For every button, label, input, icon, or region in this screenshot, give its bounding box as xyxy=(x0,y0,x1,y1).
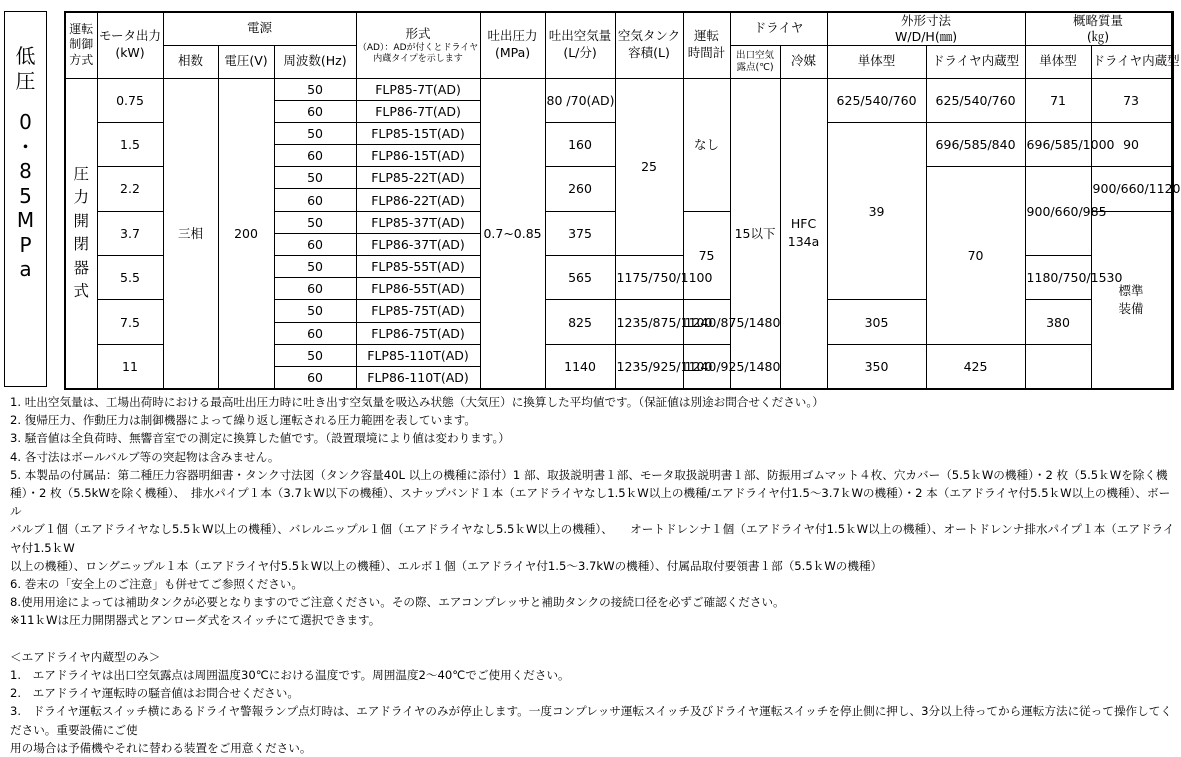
control-method-char: 力 xyxy=(73,188,89,207)
timer-cell: なし xyxy=(683,78,730,211)
model-cell: FLP85-110T(AD) xyxy=(356,344,480,366)
header-frequency: 周波数(Hz) xyxy=(274,45,356,78)
note-line: ＜エアドライヤ内蔵型のみ＞ xyxy=(10,649,161,664)
dim-dryer-cell: 1240/925/1480 xyxy=(683,344,730,388)
model-cell: FLP86-75T(AD) xyxy=(356,322,480,344)
note-line: 2. 復帰圧力、作動圧力は制御機器によって繰り返し運転される圧力範囲を表しています。 xyxy=(10,413,476,428)
model-cell: FLP85-37T(AD) xyxy=(356,211,480,233)
note-line: 用の場合は予備機やそれに替わる装置をご用意ください。 xyxy=(10,740,312,755)
wt-single-cell: 71 xyxy=(1025,78,1091,122)
wt-dryer-cell: 380 xyxy=(1025,300,1091,344)
voltage-cell: 200 xyxy=(218,78,274,389)
control-method-char: 開 xyxy=(73,211,89,230)
note-line: 5. 本製品の付属品：第二種圧力容器明細書・タンク寸法図（タンク容量40L 以上の機種に添付）1 部、取扱説明書１部、モータ取扱説明書１部、防振用ゴムマット４枚、穴カバー（5.5ｋWの機種）・2 枚（5.5ｋWを除く機 xyxy=(10,467,1168,482)
control-method-char: 閉 xyxy=(73,235,89,254)
tank-cell: 39 xyxy=(827,122,926,300)
note-line: 2. エアドライヤ運転時の騒音値はお問合せください。 xyxy=(10,686,299,701)
wt-dryer-cell xyxy=(1172,211,1173,255)
wt-single-cell: 305 xyxy=(827,300,926,344)
frequency-cell: 50 xyxy=(274,256,356,278)
frequency-cell: 60 xyxy=(274,322,356,344)
wt-dryer-cell xyxy=(1172,256,1173,300)
wt-single-cell: 350 xyxy=(827,344,926,388)
header-model-title: 形式 xyxy=(405,26,431,42)
header-phase: 相数 xyxy=(163,45,218,78)
dim-single-cell: 900/660/985 xyxy=(1025,167,1091,256)
wt-dryer-cell: 425 xyxy=(926,344,1025,388)
air-volume-cell: 80 /70(AD) xyxy=(545,78,615,122)
air-volume-cell: 260 xyxy=(545,167,615,211)
timer-cell: 標準 装備 xyxy=(1091,211,1171,389)
note-line: 8.使用用途によっては補助タンクが必要となりますのでご注意ください。その際、エアコンプレッサと補助タンクの接続口径を必ずご確認ください。 xyxy=(10,595,785,610)
header-model-note: （AD）：ADが付くとドライヤ 内蔵タイプを示します xyxy=(357,42,479,64)
header-motor-output: モータ出力 (kW) xyxy=(97,12,163,78)
tank-cell: 75 xyxy=(683,211,730,300)
header-control-method: 運転 制御 方式 xyxy=(65,12,97,78)
header-dim-dryer: ドライヤ内蔵型 xyxy=(926,45,1025,78)
tank-cell: 70 xyxy=(926,167,1025,345)
dim-dryer-cell: 696/585/1000 xyxy=(1025,122,1091,166)
phase-cell: 三相 xyxy=(163,78,218,389)
note-line: 1. 吐出空気量は、工場出荷時における最高吐出圧力時に吐き出す空気量を吸込み状態（大気圧）に換算した平均値です。（保証値は別途お問合せください。） xyxy=(10,395,824,409)
control-method-cell xyxy=(65,78,97,389)
model-cell: FLP86-110T(AD) xyxy=(356,366,480,388)
dim-dryer-cell: 1240/875/1480 xyxy=(683,300,730,344)
table-row xyxy=(65,78,1173,100)
model-cell: FLP86-7T(AD) xyxy=(356,100,480,122)
model-cell: FLP86-55T(AD) xyxy=(356,278,480,300)
header-model xyxy=(356,12,480,78)
frequency-cell: 60 xyxy=(274,278,356,300)
note-line: 6. 巻末の「安全上のご注意」も併せてご参照ください。 xyxy=(10,577,303,592)
frequency-cell: 50 xyxy=(274,211,356,233)
header-dryer: ドライヤ xyxy=(730,12,827,45)
note-line: ※11ｋWは圧力開閉器式とアンローダ式をスイッチにて選択できます。 xyxy=(10,613,381,628)
air-volume-cell: 375 xyxy=(545,211,615,255)
model-cell: FLP85-55T(AD) xyxy=(356,256,480,278)
frequency-cell: 60 xyxy=(274,366,356,388)
model-cell: FLP86-15T(AD) xyxy=(356,145,480,167)
frequency-cell: 60 xyxy=(274,233,356,255)
side-label-char: a xyxy=(19,257,32,281)
pressure-cell: 0.7~0.85 xyxy=(480,78,545,389)
notes-section xyxy=(10,393,1175,757)
header-pressure: 吐出圧力 (MPa) xyxy=(480,12,545,78)
header-tank: 空気タンク 容積(L) xyxy=(615,12,683,78)
header-dewpoint: 出口空気 露点(℃) xyxy=(730,45,780,78)
header-timer: 運転 時間計 xyxy=(683,12,730,78)
motor-output-cell: 3.7 xyxy=(97,211,163,255)
pressure-class-label xyxy=(4,11,47,387)
note-line: 以上の機種）、ロングニップル１本（エアドライヤ付5.5ｋW以上の機種）、エルボ１個（エアドライヤ付1.5～3.7kWの機種）、付属品取付要領書１部（5.5ｋWの機種） xyxy=(10,558,883,573)
side-label-char: 5 xyxy=(19,183,32,208)
frequency-cell: 50 xyxy=(274,122,356,144)
note-line: バルブ１個（エアドライヤなし5.5ｋW以上の機種）、バレルニップル１個（エアドライヤなし5.5ｋW以上の機種）、 オートドレンナ１個（エアドライヤ付1.5ｋW以上の機種）、オートドレンナ排水パイプ１本（エアドライヤ付1.5ｋW xyxy=(10,522,1175,555)
frequency-cell: 60 xyxy=(274,145,356,167)
frequency-cell: 60 xyxy=(274,100,356,122)
air-volume-cell: 565 xyxy=(545,256,615,300)
air-volume-cell: 1140 xyxy=(545,344,615,388)
header-air-volume: 吐出空気量 (L/分) xyxy=(545,12,615,78)
wt-single-cell: 90 xyxy=(1091,122,1171,166)
motor-output-cell: 1.5 xyxy=(97,122,163,166)
dewpoint-cell: 15以下 xyxy=(730,78,780,389)
dim-single-cell: 1235/875/1100 xyxy=(615,300,683,344)
control-method-char: 式 xyxy=(73,282,89,301)
model-cell: FLP85-22T(AD) xyxy=(356,167,480,189)
header-weight: 概略質量 (㎏) xyxy=(1025,12,1171,45)
header-dimensions: 外形寸法 W/D/H(㎜) xyxy=(827,12,1025,45)
air-volume-cell: 160 xyxy=(545,122,615,166)
frequency-cell: 50 xyxy=(274,344,356,366)
motor-output-cell: 0.75 xyxy=(97,78,163,122)
note-line xyxy=(10,630,1175,648)
tank-cell: 25 xyxy=(615,78,683,256)
wt-dryer-cell: 73 xyxy=(1091,78,1171,122)
dim-single-cell: 1235/925/1100 xyxy=(615,344,683,388)
note-line: 3. ドライヤ運転スイッチ横にあるドライヤ警報ランプ点灯時は、エアドライヤのみが停止します。一度コンプレッサ運転スイッチ及びドライヤ運転スイッチを停止側に押し、3分以上待ってから運転方法に従って操作してください。重要設備にご使 xyxy=(10,704,1172,737)
side-label-char: ・ xyxy=(15,134,36,159)
model-cell: FLP85-75T(AD) xyxy=(356,300,480,322)
note-line: 1. エアドライヤは出口空気露点は周囲温度30℃における温度です。周囲温度2～40℃でご使用ください。 xyxy=(10,668,570,683)
dim-dryer-cell: 900/660/1120 xyxy=(1091,167,1171,211)
air-volume-cell: 825 xyxy=(545,300,615,344)
motor-output-cell: 7.5 xyxy=(97,300,163,344)
note-line: 4. 各寸法はボールバルブ等の突起物は含みません。 xyxy=(10,449,280,464)
dim-dryer-cell: 1180/750/1530 xyxy=(1025,256,1091,300)
spec-table xyxy=(64,11,1181,390)
frequency-cell: 50 xyxy=(274,167,356,189)
motor-output-cell: 5.5 xyxy=(97,256,163,300)
frequency-cell: 60 xyxy=(274,189,356,211)
header-power: 電源 xyxy=(163,12,356,45)
header-wt-dryer: ドライヤ内蔵型 xyxy=(1091,45,1171,78)
model-cell: FLP85-15T(AD) xyxy=(356,122,480,144)
dim-single-cell: 696/585/840 xyxy=(926,122,1025,166)
dim-single-cell: 625/540/760 xyxy=(827,78,926,122)
header-refrigerant: 冷媒 xyxy=(780,45,827,78)
motor-output-cell: 2.2 xyxy=(97,167,163,211)
header-wt-single: 単体型 xyxy=(1025,45,1091,78)
note-line: 3. 騒音値は全負荷時、無響音室での測定に換算した値です。（設置環境により値は変わります。） xyxy=(10,431,510,446)
side-label-char: 圧 xyxy=(15,68,36,93)
motor-output-cell: 11 xyxy=(97,344,163,388)
side-label-char: M xyxy=(16,208,35,232)
dim-single-cell: 1175/750/1100 xyxy=(615,256,683,300)
model-cell: FLP85-7T(AD) xyxy=(356,78,480,100)
frequency-cell: 50 xyxy=(274,78,356,100)
header-voltage: 電圧(V) xyxy=(218,45,274,78)
header-dim-single: 単体型 xyxy=(827,45,926,78)
side-label-char: P xyxy=(19,232,32,257)
control-method-char: 器 xyxy=(73,258,89,277)
control-method-char: 圧 xyxy=(73,164,89,183)
side-label-char: 8 xyxy=(19,159,32,183)
side-label-char: 0 xyxy=(19,110,32,134)
frequency-cell: 50 xyxy=(274,300,356,322)
side-label-char: 低 xyxy=(15,44,36,68)
model-cell: FLP86-37T(AD) xyxy=(356,233,480,255)
dim-dryer-cell: 625/540/760 xyxy=(926,78,1025,122)
model-cell: FLP86-22T(AD) xyxy=(356,189,480,211)
note-line: 種）・2 枚（5.5kWを除く機種）、 排水パイプ１本（3.7ｋW以下の機種）、スナップバンド１本（エアドライヤなし1.5ｋW以上の機種/エアドライヤ付1.5～3.7ｋWの機種）・2 本（エアドライヤ付5.5ｋW以上の機種）、ボール xyxy=(10,486,1171,519)
refrigerant-cell: HFC 134a xyxy=(780,78,827,389)
wt-dryer-cell xyxy=(1171,122,1172,166)
